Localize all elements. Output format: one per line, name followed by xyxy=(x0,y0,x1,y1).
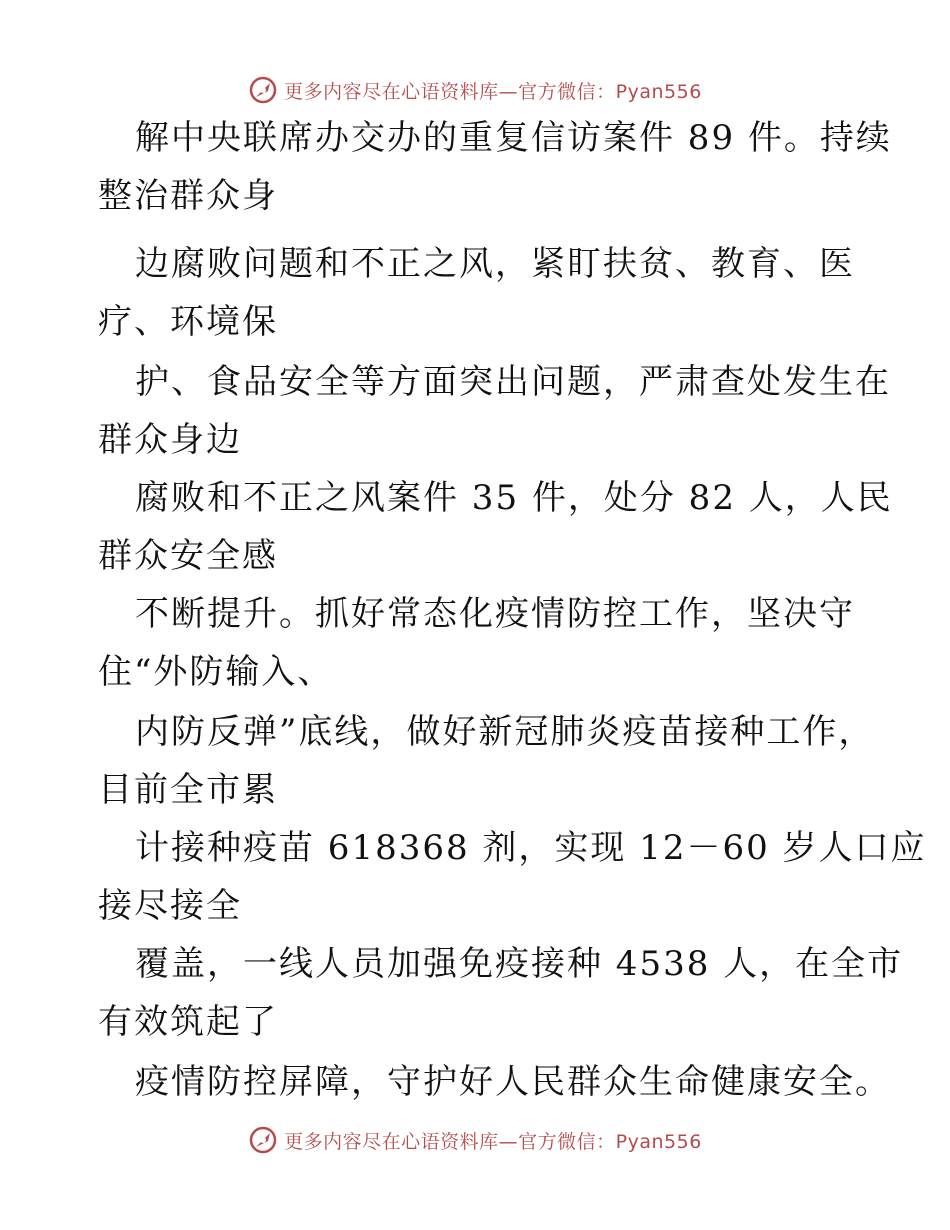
text-line: 疫情防控屏障，守护好人民群众生命健康安全。 xyxy=(135,1062,891,1102)
text-line: 疗、环境保 xyxy=(98,302,278,342)
text-line: 内防反弹”底线，做好新冠肺炎疫苗接种工作， xyxy=(135,712,875,752)
text-line: 群众安全感 xyxy=(98,536,278,576)
text-line: 护、食品安全等方面突出问题，严肃查处发生在 xyxy=(135,362,891,402)
feather-pen-logo-icon xyxy=(248,75,278,105)
text-line: 计接种疫苗 618368 剂，实现 12－60 岁人口应 xyxy=(135,828,927,868)
footer-watermark xyxy=(0,1122,950,1158)
header-watermark xyxy=(0,72,950,108)
text-line: 有效筑起了 xyxy=(98,1002,278,1042)
watermark-text: 更多内容尽在心语资料库—官方微信：Pyan556 xyxy=(284,80,702,103)
text-line: 目前全市累 xyxy=(98,770,278,810)
watermark-text: 更多内容尽在心语资料库—官方微信：Pyan556 xyxy=(284,1130,702,1153)
text-line: 腐败和不正之风案件 35 件，处分 82 人，人民 xyxy=(135,478,893,518)
text-line: 群众身边 xyxy=(98,420,242,460)
feather-pen-logo-icon xyxy=(248,1125,278,1155)
text-line: 整治群众身 xyxy=(98,176,278,216)
text-line: 接尽接全 xyxy=(98,886,242,926)
text-line: 不断提升。抓好常态化疫情防控工作，坚决守 xyxy=(135,594,855,634)
text-line: 覆盖，一线人员加强免疫接种 4538 人，在全市 xyxy=(135,944,904,984)
text-line: 边腐败问题和不正之风，紧盯扶贫、教育、医 xyxy=(135,244,855,284)
text-line: 解中央联席办交办的重复信访案件 89 件。持续 xyxy=(135,118,892,158)
text-line: 住“外防输入、 xyxy=(98,652,334,692)
